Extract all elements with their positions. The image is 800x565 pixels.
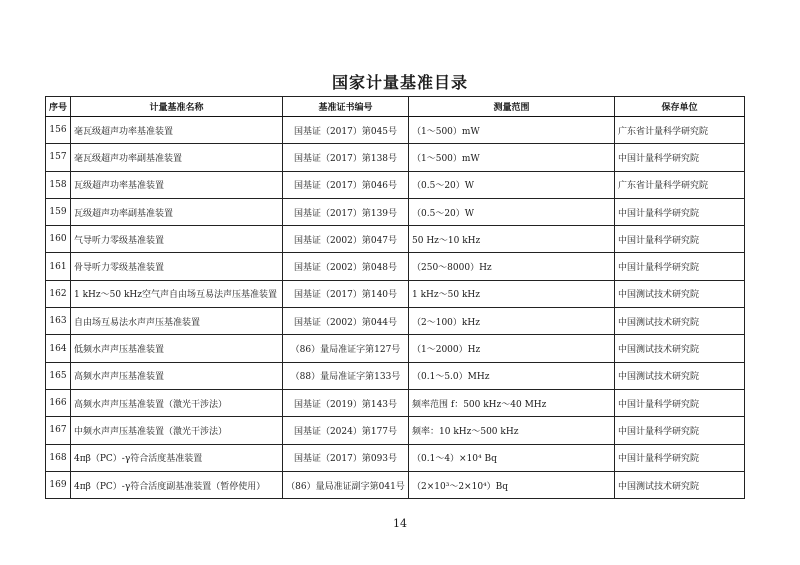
cell-name: 瓦级超声功率副基准装置 bbox=[71, 198, 283, 225]
cell-no: 160 bbox=[46, 226, 71, 253]
cell-unit: 中国计量科学研究院 bbox=[615, 444, 745, 471]
table-header-row bbox=[46, 97, 745, 117]
table-row bbox=[46, 444, 745, 471]
header-cert: 基准证书编号 bbox=[283, 97, 409, 117]
cell-cert: 国基证（2017）第140号 bbox=[283, 280, 409, 307]
cell-unit: 中国计量科学研究院 bbox=[615, 198, 745, 225]
cell-no: 165 bbox=[46, 362, 71, 389]
cell-no: 169 bbox=[46, 471, 71, 498]
cell-range: （250～8000）Hz bbox=[409, 253, 615, 280]
cell-cert: 国基证（2017）第093号 bbox=[283, 444, 409, 471]
cell-range: 50 Hz～10 kHz bbox=[409, 226, 615, 253]
header-range: 测量范围 bbox=[409, 97, 615, 117]
cell-range: （1～2000）Hz bbox=[409, 335, 615, 362]
cell-name: 气导听力零级基准装置 bbox=[71, 226, 283, 253]
cell-cert: 国基证（2019）第143号 bbox=[283, 389, 409, 416]
cell-no: 159 bbox=[46, 198, 71, 225]
cell-range: （0.1～5.0）MHz bbox=[409, 362, 615, 389]
cell-no: 162 bbox=[46, 280, 71, 307]
cell-unit: 中国测试技术研究院 bbox=[615, 362, 745, 389]
cell-unit: 中国计量科学研究院 bbox=[615, 417, 745, 444]
table-row bbox=[46, 171, 745, 198]
cell-range: （2×10³～2×10⁴）Bq bbox=[409, 471, 615, 498]
header-unit: 保存单位 bbox=[615, 97, 745, 117]
cell-name: 中频水声声压基准装置（激光干涉法） bbox=[71, 417, 283, 444]
cell-no: 166 bbox=[46, 389, 71, 416]
cell-no: 161 bbox=[46, 253, 71, 280]
cell-range: 频率：10 kHz～500 kHz bbox=[409, 417, 615, 444]
table-row bbox=[46, 362, 745, 389]
cell-range: （1～500）mW bbox=[409, 117, 615, 144]
cell-cert: 国基证（2017）第139号 bbox=[283, 198, 409, 225]
cell-name: 高频水声声压基准装置（激光干涉法） bbox=[71, 389, 283, 416]
standards-catalog-table bbox=[45, 96, 745, 499]
page-title: 国家计量基准目录 bbox=[331, 73, 468, 92]
cell-unit: 中国测试技术研究院 bbox=[615, 335, 745, 362]
cell-no: 163 bbox=[46, 308, 71, 335]
cell-cert: （86）量局准证字第127号 bbox=[283, 335, 409, 362]
table-row bbox=[46, 253, 745, 280]
cell-no: 158 bbox=[46, 171, 71, 198]
table-row bbox=[46, 417, 745, 444]
cell-name: 高频水声声压基准装置 bbox=[71, 362, 283, 389]
table-row bbox=[46, 280, 745, 307]
table-row bbox=[46, 335, 745, 362]
cell-name: 骨导听力零级基准装置 bbox=[71, 253, 283, 280]
cell-cert: （86）量局准证副字第041号 bbox=[283, 471, 409, 498]
header-name: 计量基准名称 bbox=[71, 97, 283, 117]
table-row bbox=[46, 389, 745, 416]
cell-unit: 中国测试技术研究院 bbox=[615, 471, 745, 498]
cell-range: （1～500）mW bbox=[409, 144, 615, 171]
cell-range: （2～100）kHz bbox=[409, 308, 615, 335]
cell-unit: 广东省计量科学研究院 bbox=[615, 117, 745, 144]
cell-no: 168 bbox=[46, 444, 71, 471]
cell-cert: 国基证（2017）第046号 bbox=[283, 171, 409, 198]
cell-cert: 国基证（2017）第138号 bbox=[283, 144, 409, 171]
cell-no: 167 bbox=[46, 417, 71, 444]
table-row bbox=[46, 144, 745, 171]
cell-range: （0.1～4）×10⁴ Bq bbox=[409, 444, 615, 471]
cell-unit: 中国计量科学研究院 bbox=[615, 144, 745, 171]
cell-cert: 国基证（2002）第044号 bbox=[283, 308, 409, 335]
cell-name: 4πβ（PC）-γ符合活度基准装置 bbox=[71, 444, 283, 471]
cell-name: 自由场互易法水声声压基准装置 bbox=[71, 308, 283, 335]
cell-name: 4πβ（PC）-γ符合活度副基准装置（暂停使用） bbox=[71, 471, 283, 498]
table-row bbox=[46, 226, 745, 253]
cell-range: 频率范围 f：500 kHz～40 MHz bbox=[409, 389, 615, 416]
cell-name: 瓦级超声功率基准装置 bbox=[71, 171, 283, 198]
table-row bbox=[46, 117, 745, 144]
cell-cert: 国基证（2002）第047号 bbox=[283, 226, 409, 253]
cell-cert: 国基证（2024）第177号 bbox=[283, 417, 409, 444]
cell-cert: 国基证（2002）第048号 bbox=[283, 253, 409, 280]
cell-no: 157 bbox=[46, 144, 71, 171]
cell-unit: 中国测试技术研究院 bbox=[615, 308, 745, 335]
cell-range: （0.5～20）W bbox=[409, 198, 615, 225]
table-row bbox=[46, 198, 745, 225]
cell-unit: 中国计量科学研究院 bbox=[615, 253, 745, 280]
table-row bbox=[46, 471, 745, 498]
cell-cert: （88）量局准证字第133号 bbox=[283, 362, 409, 389]
cell-range: 1 kHz～50 kHz bbox=[409, 280, 615, 307]
cell-unit: 广东省计量科学研究院 bbox=[615, 171, 745, 198]
cell-unit: 中国测试技术研究院 bbox=[615, 280, 745, 307]
cell-unit: 中国计量科学研究院 bbox=[615, 389, 745, 416]
cell-no: 164 bbox=[46, 335, 71, 362]
cell-name: 毫瓦级超声功率副基准装置 bbox=[71, 144, 283, 171]
cell-range: （0.5～20）W bbox=[409, 171, 615, 198]
cell-name: 低频水声声压基准装置 bbox=[71, 335, 283, 362]
page-number: 14 bbox=[393, 517, 407, 530]
cell-name: 毫瓦级超声功率基准装置 bbox=[71, 117, 283, 144]
cell-name: 1 kHz～50 kHz空气声自由场互易法声压基准装置 bbox=[71, 280, 283, 307]
table-row bbox=[46, 308, 745, 335]
cell-cert: 国基证（2017）第045号 bbox=[283, 117, 409, 144]
cell-no: 156 bbox=[46, 117, 71, 144]
cell-unit: 中国计量科学研究院 bbox=[615, 226, 745, 253]
header-no: 序号 bbox=[46, 97, 71, 117]
